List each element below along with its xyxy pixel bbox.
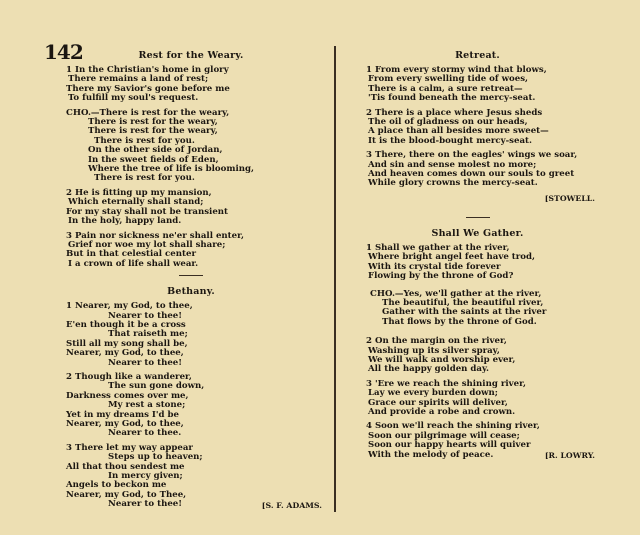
verse-line: It is the blood-bought mercy-seat. [368,135,532,146]
verse-line: Nearer to thee! [108,499,183,510]
section-rule [179,275,203,276]
stanza [360,337,595,375]
hymn-title: Bethany. [167,286,215,298]
verse-line: There is rest for the weary, [88,117,218,128]
verse-line: 2 He is fitting up my mansion, [66,187,212,198]
verse-line: 3 There, there on the eagles' wings we soar, [366,150,578,161]
verse-line: That raiseth me; [108,329,188,340]
verse-line: We will walk and worship ever, [368,354,516,365]
verse-line: To fulfill my soul's request. [68,93,199,104]
verse-line: There is a calm, a sure retreat— [368,83,523,94]
stanza [360,244,595,282]
verse-line: There remains a land of rest; [68,74,209,85]
stanza [360,380,595,418]
verse-line: Flowing by the throne of God? [368,271,514,282]
verse-line: Lay we every burden down; [368,388,498,399]
verse-line: That flows by the throne of God. [382,316,537,327]
attribution: [S. F. ADAMS. [261,500,322,510]
verse-line: CHO.—There is rest for the weary, [66,107,230,118]
verse-line: Grief nor woe my lot shall share; [68,239,226,250]
verse-line: In the holy, happy land. [68,216,182,227]
verse-line: Still all my song shall be, [66,338,188,349]
verse-line: And provide a robe and crown. [368,406,516,417]
verse-line: Soon our happy hearts will quiver [368,440,531,451]
verse-line: But in that celestial center [66,249,196,260]
verse-line: 2 On the margin on the river, [366,336,507,347]
verse-line: My rest a stone; [108,400,186,411]
verse-line: There is rest for the weary, [88,126,218,137]
verse-line: Nearer to thee! [108,357,183,368]
verse-line: 3 There let my way appear [66,442,193,453]
verse-line: On the other side of Jordan, [88,145,223,156]
page-number: 142 [44,40,83,64]
verse-line: With its crystal tide forever [368,261,501,272]
chorus [60,109,322,184]
verse-line: Nearer to thee! [108,310,183,321]
verse-line: With the melody of peace. [368,449,494,460]
stanza [60,302,322,368]
stanza [360,109,595,147]
verse-line: The beautiful, the beautiful river, [382,297,544,308]
verse-line: 1 Nearer, my God, to thee, [66,301,193,312]
verse-line: A place than all besides more sweet— [368,126,549,137]
verse-line: In mercy given; [108,471,183,482]
stanza [60,66,322,104]
verse-line: 4 Soon we'll reach the shining river, [366,421,540,432]
verse-line: I a crown of life shall wear. [68,258,199,269]
stanza [360,151,595,189]
verse-line: CHO.—Yes, we'll gather at the river, [370,288,542,299]
stanza [60,189,322,227]
hymn-title: Retreat. [455,50,500,61]
stanza [60,373,322,439]
verse-line: There my Savior's gone before me [66,83,230,94]
verse-line: There is rest for you. [94,173,195,184]
verse-line: And heaven comes down our souls to greet [368,169,575,180]
column-divider [334,46,336,512]
verse-line: Nearer, my God, to thee, [66,419,184,429]
verse-line: 3 Pain nor sickness ne'er shall enter, [66,230,245,241]
stanza [360,66,595,104]
verse-line: Where bright angel feet have trod, [368,252,536,263]
hymn-title: Rest for the Weary. [138,50,244,61]
verse-line: The sun gone down, [108,381,205,392]
verse-line: Which eternally shall stand; [68,197,204,208]
verse-line: While glory crowns the mercy-seat. [368,178,538,189]
verse-line: There is rest for you. [94,135,195,146]
attribution: [R. LOWRY. [544,451,595,460]
verse-line: 1 In the Christian's home in glory [66,65,229,75]
verse-line: 1 From every stormy wind that blows, [366,65,547,75]
verse-line: The oil of gladness on our heads, [368,117,528,128]
verse-line: For my stay shall not be transient [66,206,229,217]
verse-line: Darkness comes over me, [66,390,189,401]
verse-line: All the happy golden day. [368,364,489,375]
verse-line: Grace our spirits will deliver, [368,397,508,408]
verse-line: In the sweet fields of Eden, [88,154,219,165]
verse-line: Yet in my dreams I'd be [66,409,180,420]
verse-line: E'en though it be a cross [66,319,186,330]
verse-line: Soon our pilgrimage will cease; [368,430,520,441]
verse-line: Nearer, my God, to thee, [66,348,184,359]
verse-line: Where the tree of life is blooming, [88,164,255,175]
verse-line: Washing up its silver spray, [368,345,500,356]
verse-line: Nearer, my God, to Thee, [66,489,187,500]
section-rule [466,217,490,218]
right-column [360,50,595,460]
verse-line: And sin and sense molest no more; [368,159,537,170]
hymn-title: Shall We Gather. [431,227,524,239]
verse-line: All that thou sendest me [66,461,185,472]
chorus [360,290,595,328]
verse-line: 3 'Ere we reach the shining river, [366,378,526,389]
left-column [60,50,322,510]
verse-line: Steps up to heaven; [108,452,203,463]
attribution: [STOWELL. [544,193,595,203]
verse-line: Angels to beckon me [66,480,167,491]
verse-line: From every swelling tide of woes, [368,74,529,85]
verse-line: 'Tis found beneath the mercy-seat. [368,93,536,104]
verse-line: 1 Shall we gather at the river, [366,242,510,253]
stanza [60,232,322,270]
verse-line: Gather with the saints at the river [382,307,547,318]
verse-line: Nearer to thee. [108,428,182,439]
verse-line: 2 Though like a wanderer, [66,371,192,382]
verse-line: 2 There is a place where Jesus sheds [366,107,543,118]
